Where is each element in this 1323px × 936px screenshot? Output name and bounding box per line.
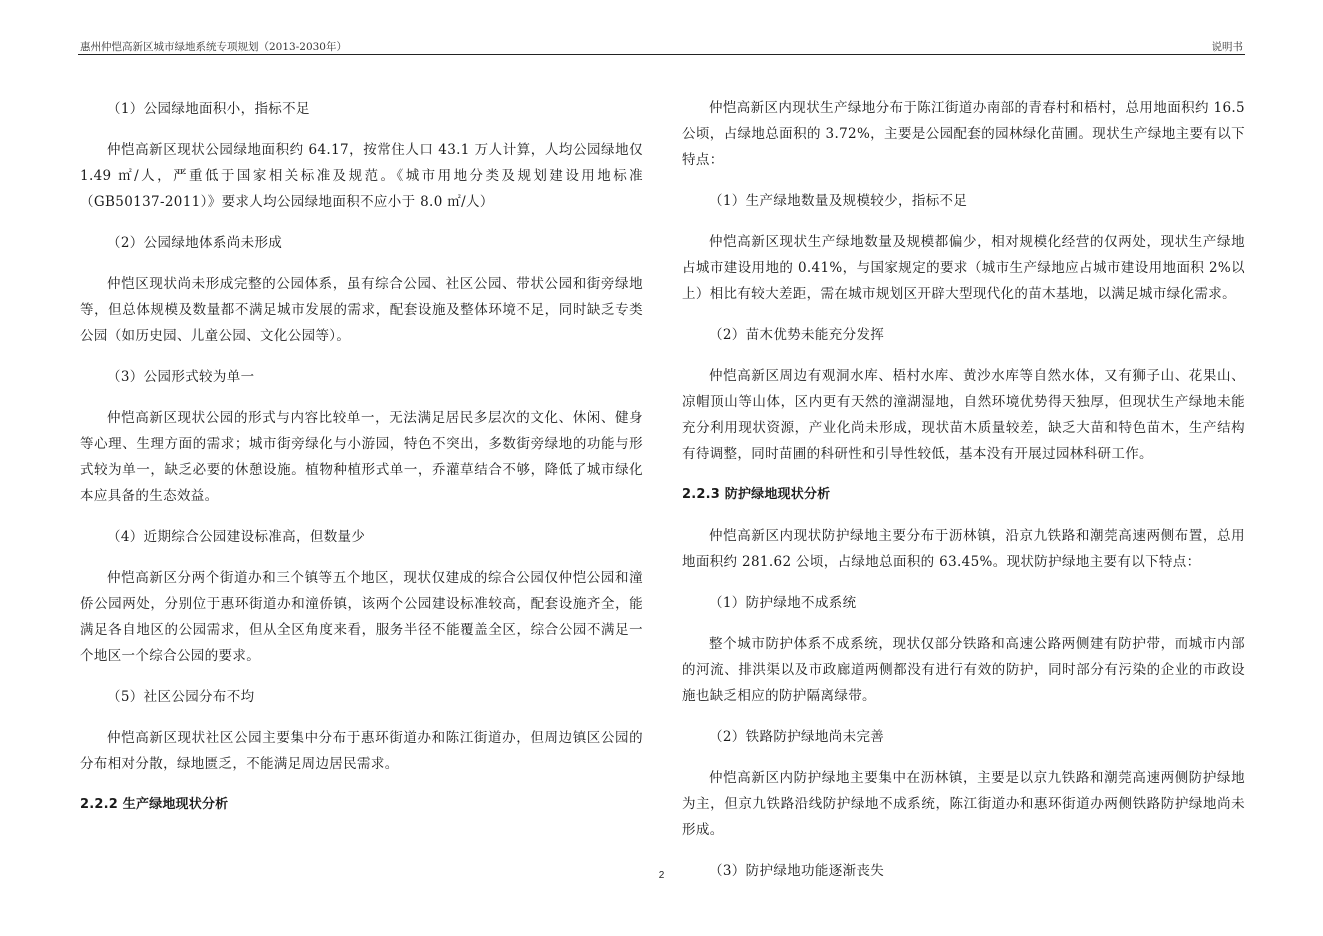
subsection-title: （3）防护绿地功能逐渐丧失 bbox=[709, 863, 885, 879]
paragraph: 仲恺高新区现状公园绿地面积约 64.17，按常住人口 43.1 万人计算，人均公园绿地仅 1.49 ㎡/人，严重低于国家相关标准及规范。《城市用地分类及规划建设用地标准（GB50137-2011）》要求人均公园绿地面积不应小于 8.0 ㎡/人） bbox=[80, 142, 643, 210]
paragraph: 仲恺高新区现状社区公园主要集中分布于惠环街道办和陈江街道办，但周边镇区公园的分布相对分散，绿地匮乏，不能满足周边居民需求。 bbox=[80, 730, 643, 772]
page-number: 2 bbox=[658, 870, 665, 881]
subsection-title: （1）公园绿地面积小，指标不足 bbox=[107, 101, 310, 117]
section-heading-2-2-2: 2.2.2 生产绿地现状分析 bbox=[80, 797, 229, 812]
header-doc-type: 说明书 bbox=[1211, 41, 1243, 53]
section-heading-2-2-3: 2.2.3 防护绿地现状分析 bbox=[682, 487, 831, 502]
header-rule bbox=[78, 54, 1245, 55]
header-title: 惠州仲恺高新区城市绿地系统专项规划（2013-2030年） bbox=[80, 41, 347, 53]
subsection-title: （2）公园绿地体系尚未形成 bbox=[107, 235, 283, 251]
subsection-title: （1）防护绿地不成系统 bbox=[709, 595, 857, 611]
subsection-title: （3）公园形式较为单一 bbox=[107, 369, 255, 385]
subsection-title: （5）社区公园分布不均 bbox=[107, 689, 255, 705]
right-column bbox=[682, 95, 1245, 899]
paragraph: 仲恺区现状尚未形成完整的公园体系，虽有综合公园、社区公园、带状公园和街旁绿地等，但总体规模及数量都不满足城市发展的需求，配套设施及整体环境不足，同时缺乏专类公园（如历史园、儿童公园、文化公园等）。 bbox=[80, 276, 643, 344]
subsection-title: （2）铁路防护绿地尚未完善 bbox=[709, 729, 885, 745]
paragraph: 仲恺高新区周边有观洞水库、梧村水库、黄沙水库等自然水体，又有狮子山、花果山、凉帽顶山等山体，区内更有天然的潼湖湿地，自然环境优势得天独厚，但现状生产绿地未能充分利用现状资源，产业化尚未形成，现状苗木质量较差，缺乏大苗和特色苗木，生产结构有待调整，同时苗圃的科研性和引导性较低，基本没有开展过园林科研工作。 bbox=[682, 368, 1245, 462]
subsection-title: （4）近期综合公园建设标准高，但数量少 bbox=[107, 529, 366, 545]
paragraph: 仲恺高新区内防护绿地主要集中在沥林镇，主要是以京九铁路和潮莞高速两侧防护绿地为主，但京九铁路沿线防护绿地不成系统，陈江街道办和惠环街道办两侧铁路防护绿地尚未形成。 bbox=[682, 770, 1245, 838]
paragraph: 整个城市防护体系不成系统，现状仅部分铁路和高速公路两侧建有防护带，而城市内部的河流、排洪渠以及市政廊道两侧都没有进行有效的防护，同时部分有污染的企业的市政设施也缺乏相应的防护隔离绿带。 bbox=[682, 636, 1245, 704]
paragraph: 仲恺高新区现状生产绿地数量及规模都偏少，相对规模化经营的仅两处，现状生产绿地占城市建设用地的 0.41%，与国家规定的要求（城市生产绿地应占城市建设用地面积 2%以上）相比有较大差距，需在城市规划区开辟大型现代化的苗木基地，以满足城市绿化需求。 bbox=[682, 234, 1245, 302]
left-column bbox=[80, 96, 643, 833]
paragraph: 仲恺高新区内现状防护绿地主要分布于沥林镇，沿京九铁路和潮莞高速两侧布置，总用地面积约 281.62 公顷，占绿地总面积的 63.45%。现状防护绿地主要有以下特点： bbox=[682, 528, 1245, 570]
subsection-title: （2）苗木优势未能充分发挥 bbox=[709, 327, 885, 343]
paragraph: 仲恺高新区内现状生产绿地分布于陈江街道办南部的青春村和梧村，总用地面积约 16.5 公顷，占绿地总面积的 3.72%，主要是公园配套的园林绿化苗圃。现状生产绿地主要有以下特点： bbox=[682, 100, 1245, 168]
subsection-title: （1）生产绿地数量及规模较少，指标不足 bbox=[709, 193, 968, 209]
paragraph: 仲恺高新区现状公园的形式与内容比较单一，无法满足居民多层次的文化、休闲、健身等心理、生理方面的需求；城市街旁绿化与小游园，特色不突出，多数街旁绿地的功能与形式较为单一，缺乏必要的休憩设施。植物种植形式单一，乔灌草结合不够，降低了城市绿化本应具备的生态效益。 bbox=[80, 410, 643, 504]
paragraph: 仲恺高新区分两个街道办和三个镇等五个地区，现状仅建成的综合公园仅仲恺公园和潼侨公园两处，分别位于惠环街道办和潼侨镇，该两个公园建设标准较高，配套设施齐全，能满足各自地区的公园需求，但从全区角度来看，服务半径不能覆盖全区，综合公园不满足一个地区一个综合公园的要求。 bbox=[80, 570, 643, 664]
